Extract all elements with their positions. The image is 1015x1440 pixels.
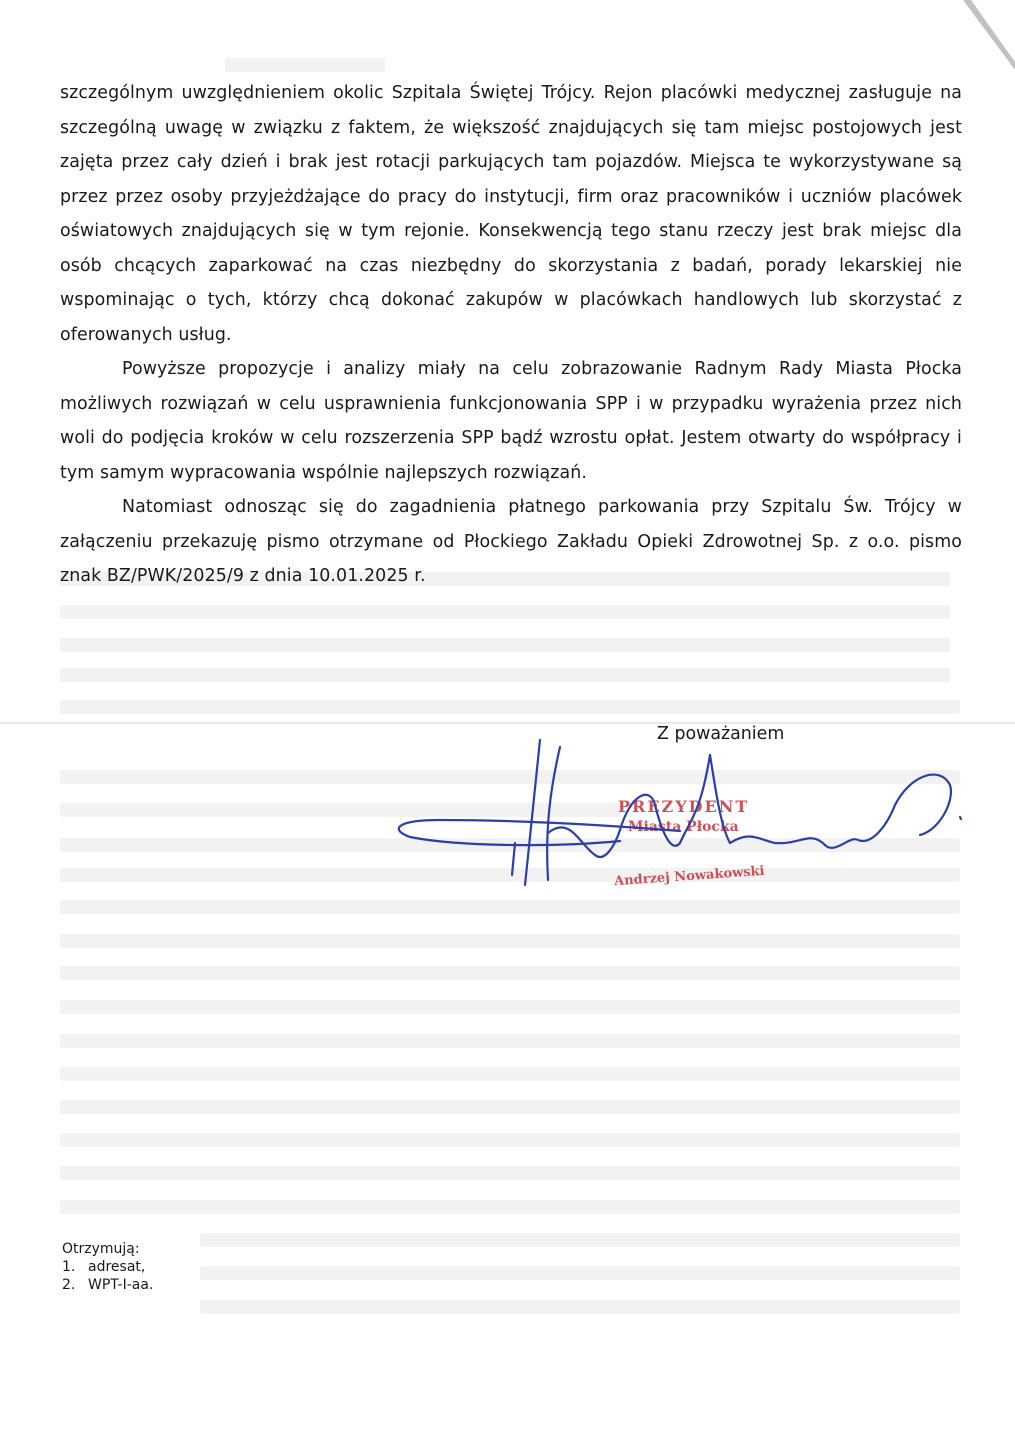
list-item-label: adresat, bbox=[88, 1259, 146, 1275]
closing-salutation: Z poważaniem bbox=[657, 724, 785, 744]
paragraph-1: szczególnym uwzględnieniem okolic Szpitala Świętej Trójcy. Rejon placówki medycznej zasługuje na szczególną uwagę w związku z faktem, że większość znajdujących się tam miejsc postojowych jest zajęta przez cały dzień i brak jest rotacji parkujących tam pojazdów. Miejsca te wykorzystywane są przez przez osoby przyjeżdżające do pracy do instytucji, firm oraz pracowników i uczniów placówek oświatowych znajdujących się w tym rejonie. Konsekwencją tego stanu rzeczy jest brak miejsc dla osób chcących zaparkować na czas niezbędny do skorzystania z badań, porady lekarskiej nie wspominając o tych, którzy chcą dokonać zakupów w placówkach handlowych lub skorzystać z oferowanych usług. bbox=[60, 83, 962, 345]
list-item-number: 1. bbox=[62, 1259, 76, 1275]
list-item-label: WPT-I-aa. bbox=[88, 1277, 154, 1293]
recipients-list bbox=[62, 1240, 153, 1294]
stamp-subtitle: Miasta Płocka bbox=[628, 819, 739, 835]
recipients-heading: Otrzymują: bbox=[62, 1241, 140, 1257]
list-item bbox=[62, 1276, 153, 1294]
recipients-items bbox=[62, 1258, 153, 1294]
handwritten-signature bbox=[380, 735, 980, 895]
letter-body bbox=[60, 76, 962, 594]
stamp-name: Andrzej Nowakowski bbox=[613, 863, 766, 890]
list-item bbox=[62, 1258, 153, 1276]
paragraph-3: Natomiast odnosząc się do zagadnienia płatnego parkowania przy Szpitalu Św. Trójcy w załączeniu przekazuję pismo otrzymane od Płockiego Zakładu Opieki Zdrowotnej Sp. z o.o. pismo znak BZ/PWK/2025/9 z dnia 10.01.2025 r. bbox=[60, 497, 962, 586]
folded-corner-shadow bbox=[955, 0, 1015, 100]
stamp-title: PREZYDENT bbox=[618, 797, 750, 816]
list-item-number: 2. bbox=[62, 1277, 76, 1293]
paragraph-2: Powyższe propozycje i analizy miały na celu zobrazowanie Radnym Rady Miasta Płocka możliwych rozwiązań w celu usprawnienia funkcjonowania SPP i w przypadku wyrażenia przez nich woli do podjęcia kroków w celu rozszerzenia SPP bądź wzrostu opłat. Jestem otwarty do współpracy i tym samym wypracowania wspólnie najlepszych rozwiązań. bbox=[60, 359, 962, 483]
